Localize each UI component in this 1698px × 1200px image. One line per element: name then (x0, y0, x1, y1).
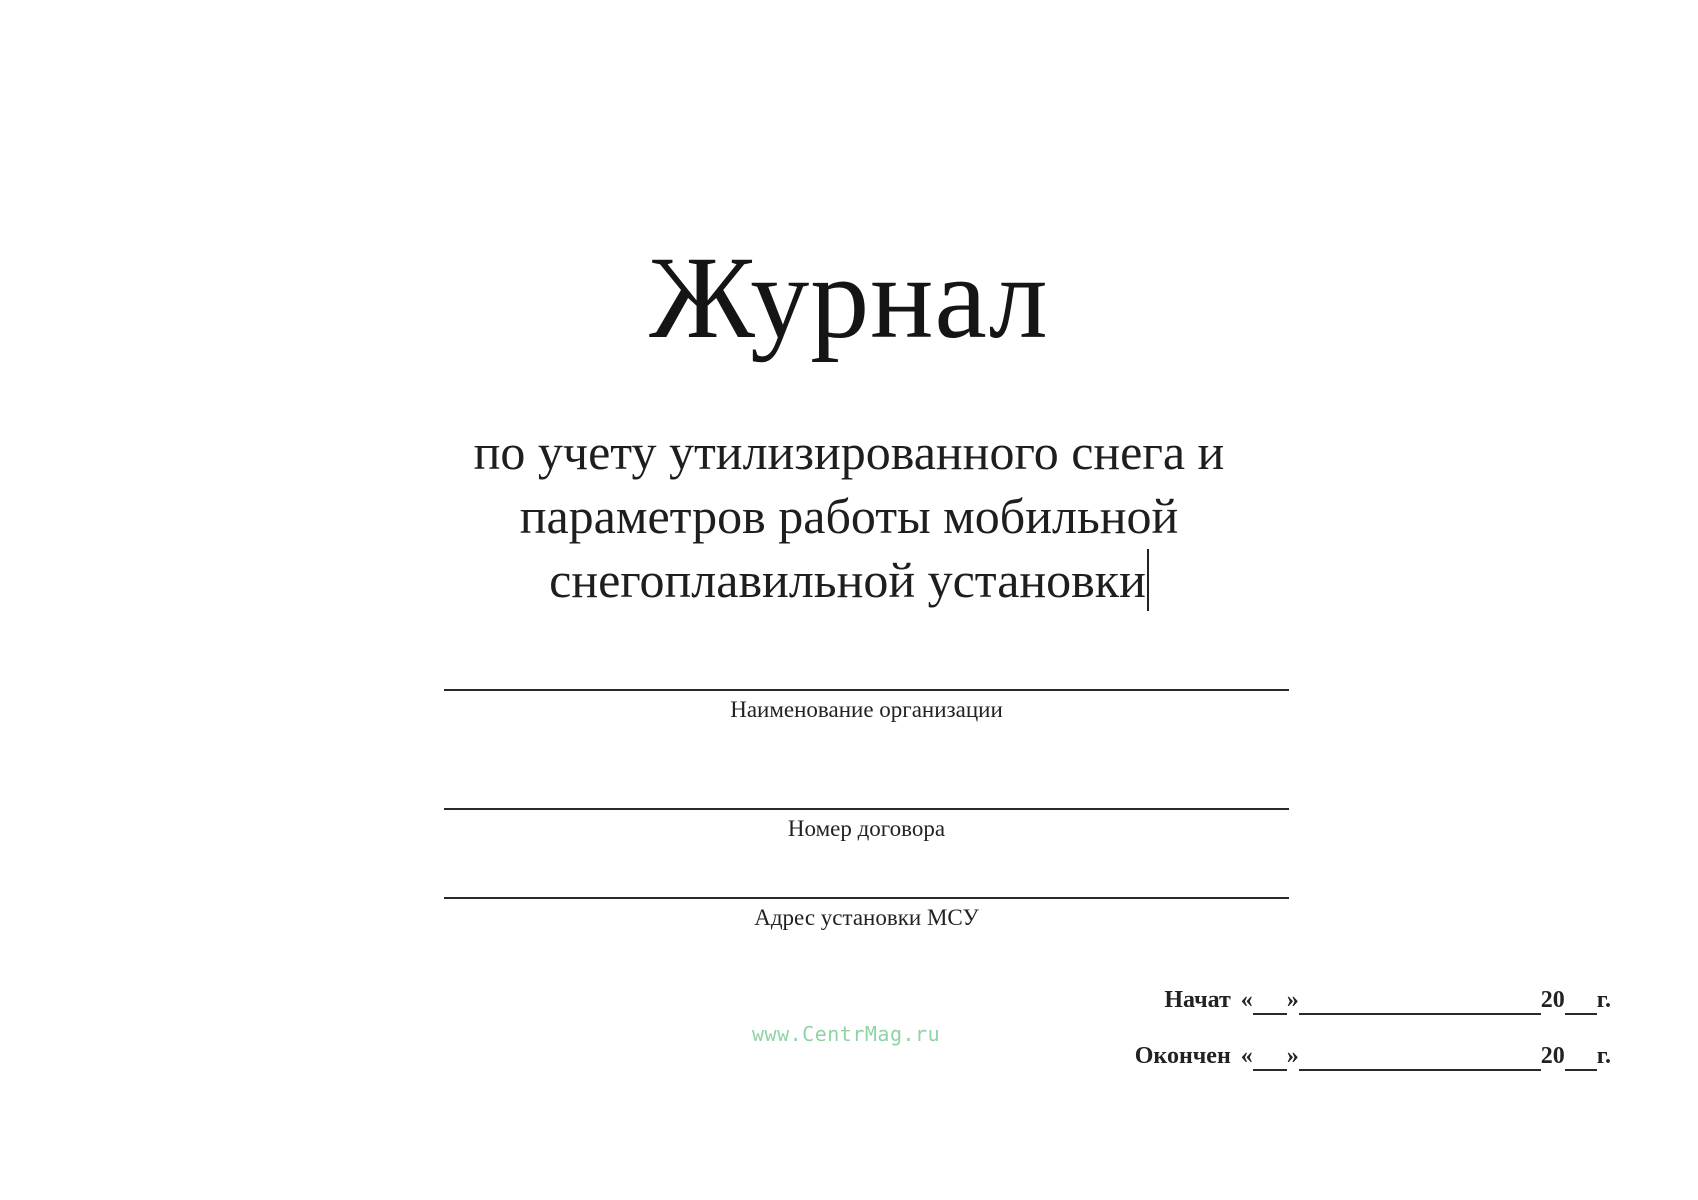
start-year-prefix: 20 (1540, 987, 1565, 1013)
start-date-open-quote: « (1240, 987, 1253, 1013)
subtitle-line-3 (0, 548, 1698, 612)
end-day-blank (1253, 1047, 1287, 1071)
start-year-blank (1565, 991, 1597, 1015)
installation-address-line (444, 897, 1289, 899)
start-date-label: Начат (1164, 987, 1231, 1013)
end-month-blank (1299, 1047, 1541, 1071)
end-date-close-quote: » (1286, 1043, 1299, 1069)
installation-address-label: Адрес установки МСУ (754, 905, 979, 930)
end-year-prefix: 20 (1540, 1043, 1565, 1069)
start-date-row (1164, 985, 1611, 1015)
site-watermark: www.CentrMag.ru (752, 1022, 941, 1046)
end-year-suffix: г. (1596, 1043, 1611, 1069)
end-date-label: Окончен (1134, 1043, 1231, 1069)
page-subtitle (0, 420, 1698, 612)
end-date-row (1135, 1041, 1611, 1071)
start-month-blank (1299, 991, 1541, 1015)
text-cursor (1147, 549, 1149, 611)
contract-number-line (444, 808, 1289, 810)
organization-name-line (444, 689, 1289, 691)
contract-number-label: Номер договора (787, 816, 946, 841)
page-title: Журнал (649, 232, 1049, 363)
end-date-open-quote: « (1240, 1043, 1253, 1069)
start-day-blank (1253, 991, 1287, 1015)
start-date-close-quote: » (1286, 987, 1299, 1013)
start-year-suffix: г. (1596, 987, 1611, 1013)
end-year-blank (1565, 1047, 1597, 1071)
subtitle-line-2: параметров работы мобильной (519, 488, 1179, 544)
subtitle-line-3-text: снегоплавильной установки (549, 552, 1146, 608)
subtitle-line-1: по учету утилизированного снега и (473, 424, 1225, 480)
organization-name-label: Наименование организации (730, 697, 1003, 722)
